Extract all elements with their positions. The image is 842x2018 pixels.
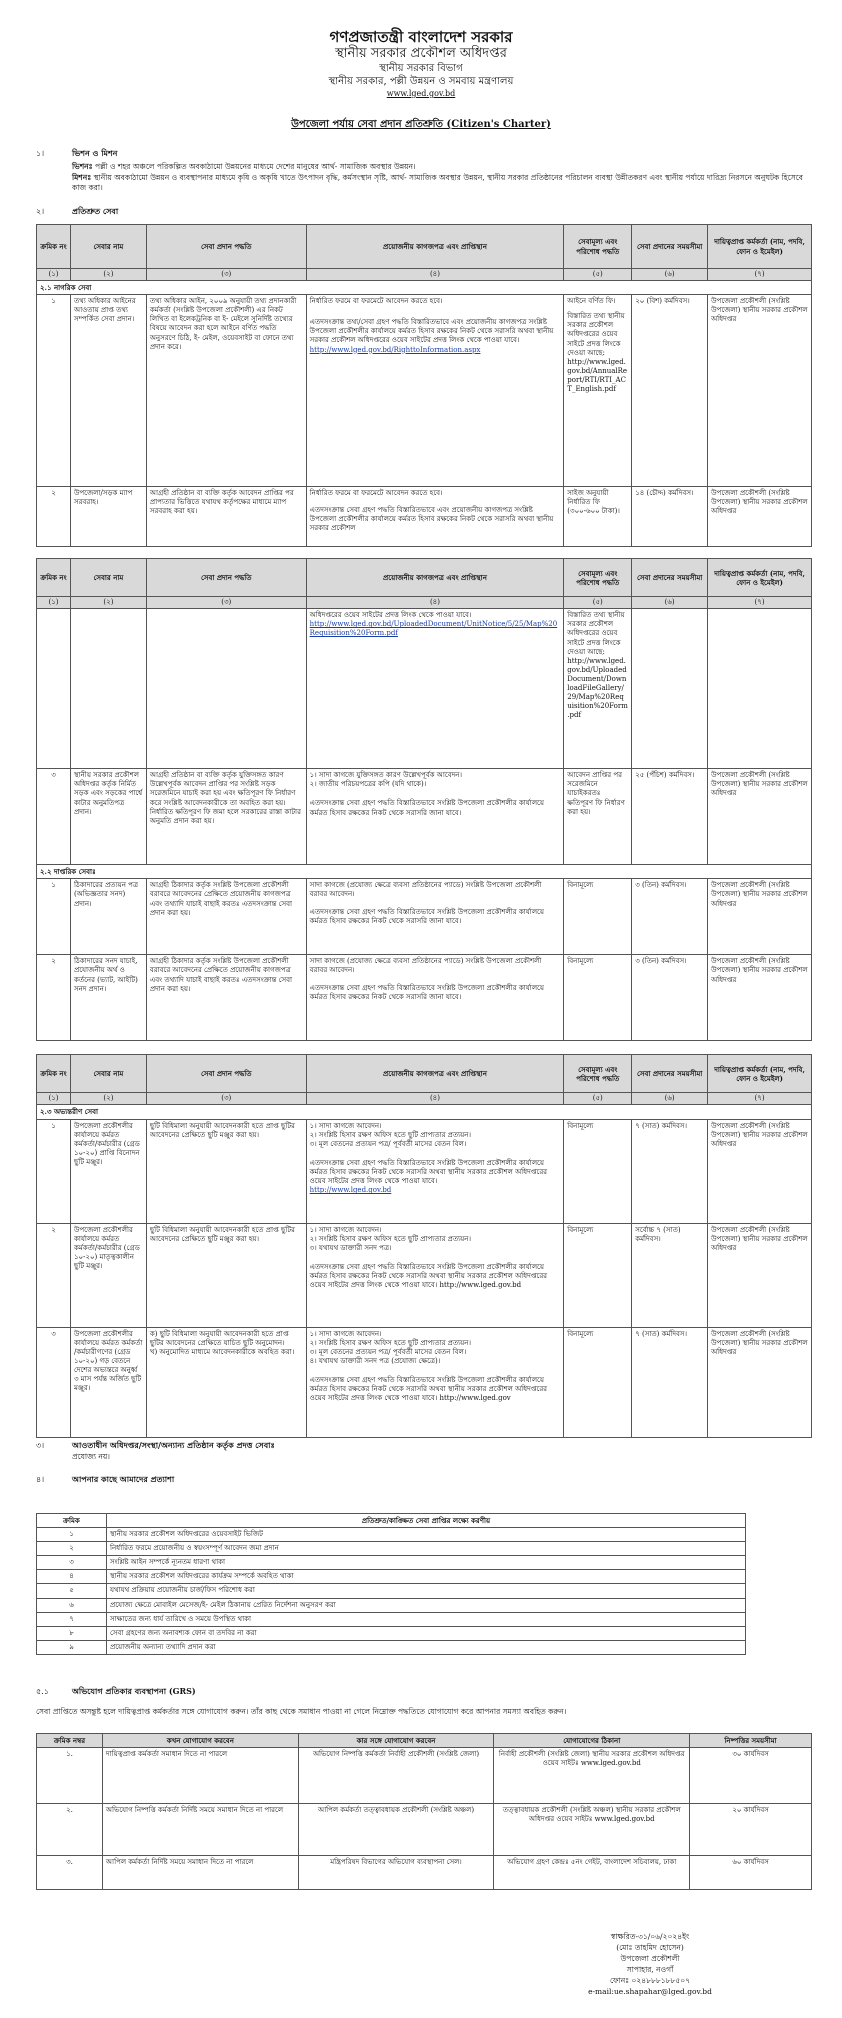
row-doc-line: এতদসংক্রান্ত সেবা গ্রহণ পদ্ধতি বিস্তারিতভাবে সংশ্লিষ্ট উপজেলা প্রকৌশলীর কার্যালয়ে কর্মরত হিসাব রক্ষকের নিকট থেকে সরাসরি অথবা স্থানীয় সরকার প্রকৌশল অধিদপ্তরের ওয়েব সাইটের প্রদত্ত লিংক থেকে পাওয়া যাবে। http://www.lged.gov.bd — [309, 1262, 548, 1290]
row-service-name: উপজেলা প্রকৌশলীর কার্যালয়ে কর্মরত কর্মকর্তা /কর্মচারীগণের (গ্রেড ১০-২০) গড় বেতনে দেশের অভ্যন্তরে অনুর্ধ্ব ৩ মাস পর্যন্ত অর্জিত ছুটি মঞ্জুর। — [70, 1327, 146, 1437]
column-number: (৬) — [632, 1093, 708, 1105]
table-row — [37, 1804, 812, 1856]
vision-block — [72, 162, 812, 172]
row-doc-line: ১। সাদা কাগজে যুক্তিসঙ্গত কারণ উল্লেখপূর্বক আবেদন। — [309, 771, 462, 780]
row-method: আগ্রহী প্রতিষ্ঠান বা ব্যক্তি কর্তৃক যুক্তিসঙ্গত কারণ উল্লেখপূর্বক আবেদন প্রাপ্তির পর সংশ্লিষ্ট সড়ক সরেজমিনে যাচাই করা হয় এবং ক্ষতিপূরণ ফি নির্ধারণ করে সংশ্লিষ্ট আবেদনকারীকে তা অবহিত করা হয়। নির্ধারিত ক্ষতিপূরণ ফি জমা হলে সরকারের রাস্তা কাটার অনুমতি প্রদান করা হয়। — [146, 769, 306, 865]
row-doc-line: এতদসংক্রান্ত সেবা গ্রহণ পদ্ধতি বিস্তারিতভাবে সংশ্লিষ্ট উপজেলা প্রকৌশলীর কার্যালয়ে কর্মরত হিসাব রক্ষকের নিকট থেকে সরাসরি জানা যাবে। — [309, 983, 544, 1001]
col-time-header: নিষ্পত্তির সময়সীমা — [690, 1734, 812, 1748]
row-serial: ২ — [37, 1223, 71, 1327]
section3-number: ৩। — [36, 1441, 45, 1450]
section3-heading — [36, 1440, 275, 1451]
section4-title: আপনার কাছে আমাদের প্রত্যাশা — [72, 1474, 175, 1484]
item-serial: ৬ — [37, 1598, 107, 1612]
col-serial-header: ক্রমিক — [37, 1514, 107, 1528]
item-serial: ৯ — [37, 1640, 107, 1654]
col-time-header: সেবা প্রদানের সময়সীমা — [632, 1055, 708, 1093]
col-documents-header: প্রয়োজনীয় কাগজপত্র এবং প্রাপ্তিস্থান — [306, 559, 564, 597]
column-number: (১) — [37, 269, 71, 281]
row-service-name: ঠিকাদারের প্রত্যয়ন পত্র (অভিজ্ঞতার সনদ) প্রদান। — [70, 879, 146, 955]
item-serial: ৩ — [37, 1556, 107, 1570]
row-doc-line: অধিদপ্তরের ওয়েব সাইটের প্রদত্ত লিংক থেকে পাওয়া যাবে। — [309, 611, 472, 620]
row-fee: বিস্তারিত তথ্য স্থানীয় সরকার প্রকৌশল অধিদপ্তরের ওয়েব সাইটে প্রদত্ত লিংকে দেওয়া আছে: http://www.lged.gov.bd/UploadedDocument/DownloadFileGallery/29/Map%20Requisition%20Form.pdf — [564, 609, 632, 769]
vision-text: পল্লী ও শহর অঞ্চলে পরিকল্পিত অবকাঠামো উন্নয়নের মাধ্যমে দেশের মানুষের আর্থ- সামাজিক অবস্থার উন্নয়ন। — [95, 162, 416, 171]
row-fee: বিনামূল্যে — [564, 879, 632, 955]
col-officer-header: দায়িত্বপ্রাপ্ত কর্মকর্তা (নাম, পদবি, ফোন ও ইমেইল) — [708, 225, 812, 269]
row-when: অভিযোগ নিষ্পত্তি কর্মকর্তা নির্দিষ্ট সময়ে সমাধান দিতে না পারলে — [102, 1804, 298, 1856]
section5-heading — [36, 1686, 196, 1697]
list-item — [37, 1556, 746, 1570]
table-header-row — [37, 559, 812, 597]
col-time-header: সেবা প্রদানের সময়সীমা — [632, 225, 708, 269]
row-service-name: উপজেলা প্রকৌশলীর কার্যালয়ে কর্মরত কর্মকর্তা/কর্মচারীর (গ্রেড ১০-২০) প্রাপ্তি বিনোদন ছুটি মঞ্জুর। — [70, 1119, 146, 1223]
row-time: ৩ (তিন) কর্মদিবস। — [632, 879, 708, 955]
table-row — [37, 1748, 812, 1804]
row-time: সর্বোচ্চ ৭ (সাত) কর্মদিবস। — [632, 1223, 708, 1327]
table-row — [37, 1223, 812, 1327]
table-row — [37, 879, 812, 955]
section5-number: ৫.১ — [36, 1687, 49, 1696]
list-item — [37, 1542, 746, 1556]
letterhead — [0, 28, 842, 99]
list-item — [37, 1612, 746, 1626]
row-method: আগ্রহী ঠিকাদার কর্তৃক সংশ্লিষ্ট উপজেলা প্রকৌশলী বরাবরে আবেদনের প্রেক্ষিতে প্রয়োজনীয় কাগজপত্র এবং তথ্যাদি যাচাই বাছাই করতঃ এতদসংক্রান্ত সেবা প্রদান করা হয়। — [146, 879, 306, 955]
row-doc-line: এতদসংক্রান্ত সেবা গ্রহণ পদ্ধতি বিস্তারিতভাবে সংশ্লিষ্ট উপজেলা প্রকৌশলীর কার্যালয়ে কর্মরত হিসাব রক্ষকের নিকট থেকে সরাসরি অথবা স্থানীয় সরকার প্রকৌশল অধিদপ্তরের ওয়েব সাইটের প্রদত্ত লিংক থেকে পাওয়া যাবে। — [309, 1158, 548, 1186]
signatory-phone: ফোনঃ ০২৪৮৮৮১৮৮৫০৭ — [610, 1976, 690, 1985]
row-service-name: উপজেলা/সড়ক ম্যাপ সরবরাহ। — [70, 487, 146, 547]
row-when: আপিল কর্মকর্তা নির্দিষ্ট সময়ে সমাধান দিতে না পারলে — [102, 1856, 298, 1890]
charter-title: উপজেলা পর্যায় সেবা প্রদান প্রতিশ্রুতি (Citizen's Charter) — [291, 119, 551, 130]
row-serial: ১ — [37, 879, 71, 955]
row-doc-line: ৪। যথাযথ ডাক্তারী সনদ পত্র (প্রযোজ্য ক্ষেত্রে)। — [309, 1356, 441, 1365]
row-officer: উপজেলা প্রকৌশলী (সংশ্লিষ্ট উপজেলা) স্থানীয় সরকার প্রকৌশল অধিদপ্তর — [708, 1119, 812, 1223]
col-service-name-header: সেবার নাম — [70, 225, 146, 269]
col-documents-header: প্রয়োজনীয় কাগজপত্র এবং প্রাপ্তিস্থান — [306, 1055, 564, 1093]
row-who: মন্ত্রিপরিষদ বিভাগের অভিযোগ ব্যবস্থাপনা সেল। — [298, 1856, 494, 1890]
row-method: তথ্য অধিকার আইন, ২০০৯ অনুযায়ী তথ্য প্রদানকারী কর্মকর্তা (সংশ্লিষ্ট উপজেলা প্রকৌশলী) এর নিকট লিখিত বা ইলেকট্রনিক বা ই- মেইলে সুনির্দিষ্ট তথ্যের বিষয়ে আবেদন করা হলে আইনে বর্ণিত পদ্ধতি অনুসরণে চিঠি, ই- মেইল, ওয়েবসাইট বা ফোনে তথ্য প্রদান করে। — [146, 295, 306, 487]
section3-body: প্রযোজ্য নয়। — [72, 1452, 110, 1461]
table-gap — [37, 547, 812, 559]
row-serial — [37, 609, 71, 769]
row-who: আপিল কর্মকর্তা তত্ত্বাবধায়ক প্রকৌশলী (সংশ্লিষ্ট অঞ্চল) — [298, 1804, 494, 1856]
row-doc-line: ৩। মূল বেতনের প্রত্যয়ন পত্র/ পূর্ববর্তী মাসের বেতন বিল। — [309, 1139, 467, 1148]
item-serial: ৭ — [37, 1612, 107, 1626]
row-serial: ৩. — [37, 1856, 103, 1890]
row-doc-line: সাদা কাগজে (প্রযোজ্য ক্ষেত্রে ব্যবসা প্রতিষ্ঠানের প্যাডে) সংশ্লিষ্ট উপজেলা প্রকৌশলী বরাবর আবেদন। — [309, 957, 542, 975]
col-who-header: কার সঙ্গে যোগাযোগ করবেন — [298, 1734, 494, 1748]
row-time: ৩ (তিন) কর্মদিবস। — [632, 955, 708, 1041]
subsection-row — [37, 281, 812, 295]
list-item — [37, 1528, 746, 1542]
expectations-table — [36, 1513, 746, 1655]
column-number: (২) — [70, 269, 146, 281]
col-fee-header: সেবামূল্য এবং পরিশোধ পদ্ধতি — [564, 559, 632, 597]
table-row — [37, 1327, 812, 1437]
mission-block — [72, 173, 812, 193]
row-doc-line: ১। সাদা কাগজে আবেদন। — [309, 1225, 382, 1234]
col-address-header: যোগাযোগের ঠিকানা — [494, 1734, 690, 1748]
row-fee: বিনামূল্যে — [564, 955, 632, 1041]
row-method — [146, 1327, 306, 1437]
table-row — [37, 769, 812, 865]
row-doc-line: এতদসংক্রান্ত সেবা গ্রহণ পদ্ধতি বিস্তারিতভাবে সংশ্লিষ্ট উপজেলা প্রকৌশলীর কার্যালয়ে কর্মরত হিসাব রক্ষকের নিকট থেকে সরাসরি অথবা স্থানীয় সরকার প্রকৌশল অধিদপ্তরের ওয়েব সাইটের প্রদত্ত লিংক থেকে পাওয়া যাবে। http://www.lged.gov — [309, 1375, 548, 1403]
row-time: ১৪ (চৌদ্দ) কর্মদিবস। — [632, 487, 708, 547]
col-fee-header: সেবামূল্য এবং পরিশোধ পদ্ধতি — [564, 225, 632, 269]
item-text: সেবা গ্রহণের জন্য অনাবশ্যক ফোন বা তদবির না করা — [107, 1626, 746, 1640]
list-item — [37, 1640, 746, 1654]
row-documents — [306, 295, 564, 487]
row-method — [146, 609, 306, 769]
table-row — [37, 487, 812, 547]
list-item — [37, 1570, 746, 1584]
row-doc-line: এতদসংক্রান্ত সেবা গ্রহণ পদ্ধতি বিস্তারিতভাবে এবং প্রয়োজনীয় কাগজপত্র সংশ্লিষ্ট উপজেলা প্রকৌশলীর কার্যালয়ে কর্মরত হিসাব রক্ষকের নিকট থেকে সরাসরি অথবা স্থানীয় সরকার প্রকৌশল — [309, 506, 554, 533]
row-time — [632, 609, 708, 769]
row-serial: ৩ — [37, 769, 71, 865]
website-link[interactable]: www.lged.gov.bd — [386, 89, 456, 98]
row-address: অভিযোগ গ্রহণ কেন্দ্রঃ ৫নং গেইট, বাংলাদেশ সচিবালয়, ঢাকা — [494, 1856, 690, 1890]
row-serial: ১. — [37, 1748, 103, 1804]
item-serial: ২ — [37, 1542, 107, 1556]
col-serial-header: ক্রমিক নং — [37, 1055, 71, 1093]
row-doc-line: নির্ধারিত ফরমে বা ফরমেটে আবেদন করতে হবে। — [309, 489, 443, 498]
row-fee: বিনামূল্যে — [564, 1327, 632, 1437]
row-documents — [306, 1327, 564, 1437]
row-fee: বিনামূল্যে — [564, 1223, 632, 1327]
col-service-name-header: সেবার নাম — [70, 559, 146, 597]
signatory-designation: উপজেলা প্রকৌশলী — [620, 1954, 680, 1963]
row-time: ৬০ কার্যদিবস — [690, 1856, 812, 1890]
mission-text: স্থানীয় অবকাঠামো উন্নয়ন ও ব্যবস্থাপনার মাধ্যমে কৃষি ও অকৃষি খাতে উৎপাদন বৃদ্ধি, কর্মসংস্থান সৃষ্টি, আর্থ- সামাজিক অবস্থার উন্নয়ন, স্থানীয় সরকার প্রতিষ্ঠানের পরিচালন ব্যবস্থা উন্নীতকরণ এবং স্থানীয় পর্যায়ে দারিদ্র্য নিরসনে অনুঘটক হিসেবে কাজ করা। — [72, 173, 803, 192]
subsection-internal-services: ২.৩ অভ্যন্তরীণ সেবা — [37, 1105, 812, 1119]
row-documents — [306, 487, 564, 547]
column-number: (৫) — [564, 597, 632, 609]
item-serial: ৪ — [37, 1570, 107, 1584]
section4-heading — [36, 1474, 174, 1485]
row-time: ৩০ কার্যদিবস — [690, 1748, 812, 1804]
item-text: প্রযোজ্য ক্ষেত্রে মোবাইল মেসেজ/ই- মেইল ঠিকানায় প্রেরিত নির্দেশনা অনুসরণ করা — [107, 1598, 746, 1612]
column-number: (৫) — [564, 269, 632, 281]
item-text: স্থানীয় সরকার প্রকৌশল অধিদপ্তরের ওয়েবসাইট ভিজিট — [107, 1528, 746, 1542]
item-text: সংশ্লিষ্ট আইন সম্পর্কে ন্যূনতম ধারণা থাকা — [107, 1556, 746, 1570]
mission-label: মিশনঃ — [72, 173, 92, 182]
row-doc-line: ২। জাতীয় পরিচয়পত্রের কপি (যদি থাকে)। — [309, 780, 427, 789]
expectations-table-wrapper — [36, 1513, 746, 1655]
table-gap — [37, 1041, 812, 1055]
row-who: অভিযোগ নিষ্পত্তি কর্মকর্তা নির্বাহী প্রকৌশলী (সংশ্লিষ্ট জেলা) — [298, 1748, 494, 1804]
col-fee-header: সেবামূল্য এবং পরিশোধ পদ্ধতি — [564, 1055, 632, 1093]
row-service-name: ঠিকাদারের সনদ যাচাই, প্রযোজনীয় অর্থ ও কর্তনের (ভ্যাট, আইটি) সনদ প্রদান। — [70, 955, 146, 1041]
row-documents — [306, 955, 564, 1041]
subsection-citizen-services: ২.১ নাগরিক সেবা — [37, 281, 812, 295]
column-number: (৭) — [708, 1093, 812, 1105]
table-row — [37, 955, 812, 1041]
row-fee-line: আইনে বর্ণিত ফি। — [567, 297, 616, 306]
column-number: (৪) — [306, 1093, 564, 1105]
col-documents-header: প্রয়োজনীয় কাগজপত্র এবং প্রাপ্তিস্থান — [306, 225, 564, 269]
table-header-row — [37, 225, 812, 269]
row-service-name: উপজেলা প্রকৌশলীর কার্যালয়ে কর্মরত কর্মকর্তা/কর্মচারীর (গ্রেড ১০-২০) মাতৃত্বকালীন ছুটি মঞ্জুর। — [70, 1223, 146, 1327]
signature-date: স্বাক্ষরিত-৩১/০৬/২০২৪ইং — [610, 1932, 690, 1941]
list-item — [37, 1626, 746, 1640]
row-doc-line: ২। সংশ্লিষ্ট হিসাব রক্ষণ অফিস হতে ছুটি প্রাপ্যতার প্রত্যয়ন। — [309, 1338, 471, 1347]
row-officer: উপজেলা প্রকৌশলী (সংশ্লিষ্ট উপজেলা) স্থানীয় সরকার প্রকৌশল অধিদপ্তর — [708, 487, 812, 547]
row-doc-line: ১। সাদা কাগজে আবেদন। — [309, 1329, 382, 1338]
column-number-row — [37, 269, 812, 281]
row-officer: উপজেলা প্রকৌশলী (সংশ্লিষ্ট উপজেলা) স্থানীয় সরকার প্রকৌশল অধিদপ্তর — [708, 879, 812, 955]
grs-table-wrapper — [36, 1733, 812, 1890]
row-time: ২০ কার্যদিবস — [690, 1804, 812, 1856]
govt-title: গণপ্রজাতন্ত্রী বাংলাদেশ সরকার — [329, 28, 513, 46]
col-method-header: সেবা প্রদান পদ্ধতি — [146, 225, 306, 269]
col-when-header: কখন যোগাযোগ করবেন — [102, 1734, 298, 1748]
division-title: স্থানীয় সরকার বিভাগ — [379, 63, 463, 74]
section5-title: অভিযোগ প্রতিকার ব্যবস্থাপনা (GRS) — [72, 1686, 196, 1696]
item-text: নির্ধারিত ফরমে প্রয়োজনীয় ও স্বয়ংসম্পূর্ণ আবেদন জমা প্রদান — [107, 1542, 746, 1556]
row-serial: ৩ — [37, 1327, 71, 1437]
row-method: আগ্রহী ঠিকাদার কর্তৃক সংশ্লিষ্ট উপজেলা প্রকৌশলী বরাবরে আবেদনের প্রেক্ষিতে প্রয়োজনীয় কাগজপত্র এবং তথ্যাদি যাচাই বাছাই করতঃ এতদসংক্রান্ত সেবা প্রদান করা হয়। — [146, 955, 306, 1041]
column-number-row — [37, 1093, 812, 1105]
service-table — [36, 224, 812, 1438]
signature-block — [560, 1931, 740, 1997]
table-header-row — [37, 1734, 812, 1748]
row-documents — [306, 1119, 564, 1223]
signatory-email[interactable]: e-mail:ue.shapahar@lged.gov.bd — [588, 1987, 712, 1996]
row-doc-line: ২। সংশ্লিষ্ট হিসাব রক্ষণ অফিস হতে ছুটি প্রাপ্যতার প্রত্যয়ন। — [309, 1234, 471, 1243]
row-fee: বিনামূল্যে — [564, 1119, 632, 1223]
row-serial: ১ — [37, 295, 71, 487]
row-officer — [708, 609, 812, 769]
map-form-link[interactable]: http://www.lged.gov.bd/UploadedDocument/UnitNotice/5/25/Map%20Requisition%20Form.pdf — [309, 620, 558, 638]
item-serial: ৮ — [37, 1626, 107, 1640]
table-row — [37, 1856, 812, 1890]
row-serial: ২ — [37, 955, 71, 1041]
row-time: ২৫ (পঁচিশ) কর্মদিবস। — [632, 769, 708, 865]
section1-title: ভিশন ও মিশন — [72, 148, 118, 158]
row-doc-line: এতদসংক্রান্ত সেবা গ্রহণ পদ্ধতি বিস্তারিতভাবে সংশ্লিষ্ট উপজেলা প্রকৌশলীর কার্যালয়ে কর্মরত হিসাব রক্ষকের নিকট থেকে সরাসরি জানা যাবে। — [309, 799, 544, 817]
column-number: (৪) — [306, 597, 564, 609]
row-doc-line: ১। সাদা কাগজে আবেদন। — [309, 1121, 382, 1130]
row-fee — [564, 295, 632, 487]
table-row-continuation — [37, 609, 812, 769]
row-serial: ১ — [37, 1119, 71, 1223]
row-doc-line: নির্ধারিত ফরমে বা ফরমেটে আবেদন করতে হবে। — [309, 297, 443, 306]
row-officer: উপজেলা প্রকৌশলী (সংশ্লিষ্ট উপজেলা) স্থানীয় সরকার প্রকৌশল অধিদপ্তর — [708, 955, 812, 1041]
row-method: ছুটি বিধিমালা অনুযায়ী আবেদনকারী হতে প্রাপ্ত ছুটির আবেদনের প্রেক্ষিতে ছুটি মঞ্জুর করা হয়। — [146, 1223, 306, 1327]
row-fee-detail: বিস্তারিত তথ্য স্থানীয় সরকার প্রকৌশল অধিদপ্তরের ওয়েব সাইটে প্রদত্ত লিংকে দেওয়া আছে: http://www.lged.gov.bd/AnnualReport/RTI/RTI_ACT_English.pdf — [567, 312, 628, 394]
column-number: (৩) — [146, 269, 306, 281]
row-officer: উপজেলা প্রকৌশলী (সংশ্লিষ্ট উপজেলা) স্থানীয় সরকার প্রকৌশল অধিদপ্তর — [708, 295, 812, 487]
row-doc-line: এতদসংক্রান্ত তথ্য/সেবা গ্রহণ পদ্ধতি বিস্তারিতভাবে এবং প্রয়োজনীয় কাগজপত্র সংশ্লিষ্ট উপজেলা প্রকৌশলীর কার্যালয়ে কর্মরত হিসাব রক্ষকের নিকট থেকে সরাসরি অথবা স্থানীয় সরকার প্রকৌশল অধিদপ্তরের ওয়েব সাইটের প্রদত্ত লিংক থেকে পাওয়া যাবে। — [309, 318, 554, 345]
section1-heading — [36, 148, 117, 159]
row-time: ৭ (সাত) কর্মদিবস। — [632, 1327, 708, 1437]
col-action-header: প্রতিশ্রুত/কাঙ্ক্ষিত সেবা প্রাপ্তির লক্ষ্যে করণীয় — [107, 1514, 746, 1528]
ministry-title: স্থানীয় সরকার, পল্লী উন্নয়ন ও সমবায় মন্ত্রণালয় — [328, 76, 514, 87]
item-text: স্থানীয় সরকার প্রকৌশল অধিদপ্তরের কার্যক্রম সম্পর্কে অবহিত থাকা — [107, 1570, 746, 1584]
row-doc-line: ৩। যথাযথ ডাক্তারী সনদ পত্র। — [309, 1243, 392, 1252]
row-address: নির্বাহী প্রকৌশলী (সংশ্লিষ্ট জেলা) স্থানীয় সরকার প্রকৌশল অধিদপ্তর ওয়েব সাইটঃ www.lged.gov.bd — [494, 1748, 690, 1804]
column-number: (২) — [70, 597, 146, 609]
row-method-line: ক) ছুটি বিধিমালা অনুযায়ী আবেদনকারী হতে প্রাপ্ত ছুটির আবেদনের প্রেক্ষিতে যাচিত ছুটি অনুমোদন। — [149, 1329, 289, 1347]
column-number: (২) — [70, 1093, 146, 1105]
row-doc-line: ২। সংশ্লিষ্ট হিসাব রক্ষণ অফিস হতে ছুটি প্রাপ্যতার প্রত্যয়ন। — [309, 1130, 471, 1139]
vision-label: ভিশনঃ — [72, 162, 93, 171]
col-serial-header: ক্রমিক নং — [37, 559, 71, 597]
column-number: (৭) — [708, 269, 812, 281]
grs-intro: সেবা প্রাপ্তিতে অসন্তুষ্ট হলে দায়িত্বপ্রাপ্ত কর্মকর্তার সঙ্গে যোগাযোগ করুন। তাঁর কাছ থেকে সমাধান পাওয়া না গেলে নিম্নোক্ত পদ্ধতিতে যোগাযোগ করে আপনার সমস্যা অবহিত করুন। — [36, 1707, 567, 1716]
item-serial: ১ — [37, 1528, 107, 1542]
row-time: ৭ (সাত) কর্মদিবস। — [632, 1119, 708, 1223]
item-text: যথাযথ প্রক্রিয়ায় প্রয়োজনীয় চার্জ/ফিস পরিশোধ করা — [107, 1584, 746, 1598]
col-serial-header: ক্রমিক নম্বর — [37, 1734, 103, 1748]
list-item — [37, 1598, 746, 1612]
column-number: (৭) — [708, 597, 812, 609]
section1-number: ১। — [36, 149, 45, 158]
row-documents — [306, 769, 564, 865]
grs-table — [36, 1733, 812, 1890]
column-number: (১) — [37, 1093, 71, 1105]
table-row — [37, 295, 812, 487]
row-documents — [306, 879, 564, 955]
department-title: স্থানীয় সরকার প্রকৌশল অধিদপ্তর — [335, 46, 507, 61]
item-text: সাক্ষাতের জন্য ধার্য তারিখে ও সময়ে উপস্থিত থাকা — [107, 1612, 746, 1626]
row-address: তত্ত্বাবধায়ক প্রকৌশলী (সংশ্লিষ্ট অঞ্চল) স্থানীয় সরকার প্রকৌশল অধিদপ্তর ওয়েব সাইটঃ www.lged.gov.bd — [494, 1804, 690, 1856]
row-serial: ২ — [37, 487, 71, 547]
row-service-name — [70, 609, 146, 769]
col-officer-header: দায়িত্বপ্রাপ্ত কর্মকর্তা (নাম, পদবি, ফোন ও ইমেইল) — [708, 559, 812, 597]
section4-number: ৪। — [36, 1475, 45, 1484]
column-number: (৬) — [632, 597, 708, 609]
col-serial-header: ক্রমিক নং — [37, 225, 71, 269]
column-number: (৩) — [146, 597, 306, 609]
section3-title: আওতাধীন অধিদপ্তর/সংস্থা/অন্যান্য প্রতিষ্ঠান কর্তৃক প্রদত্ত সেবাঃ — [72, 1440, 275, 1450]
row-service-name: স্থানীয় সরকার প্রকৌশল অধিদপ্তর কর্তৃক নির্মিত সড়ক এবং সড়কের পার্শ্বে কাটার অনুমতিপত্র প্রদান। — [70, 769, 146, 865]
subsection-row — [37, 865, 812, 879]
col-time-header: সেবা প্রদানের সময়সীমা — [632, 559, 708, 597]
row-method-line: খ) অনুমোদিত মাধ্যমে আবেদনকারীকে অবহিত করা। — [149, 1347, 295, 1356]
item-text: প্রয়োজনীয় অন্যান্য তথ্যাদি প্রদান করা — [107, 1640, 746, 1654]
table-header-row — [37, 1055, 812, 1093]
table-row — [37, 1119, 812, 1223]
row-officer: উপজেলা প্রকৌশলী (সংশ্লিষ্ট উপজেলা) স্থানীয় সরকার প্রকৌশল অধিদপ্তর — [708, 769, 812, 865]
row-doc-line: এতদসংক্রান্ত সেবা গ্রহণ পদ্ধতি বিস্তারিতভাবে সংশ্লিষ্ট উপজেলা প্রকৌশলীর কার্যালয়ে কর্মরত হিসাব রক্ষকের নিকট থেকে সরাসরি জানা যাবে। — [309, 907, 544, 925]
column-number: (৫) — [564, 1093, 632, 1105]
col-method-header: সেবা প্রদান পদ্ধতি — [146, 559, 306, 597]
column-number: (১) — [37, 597, 71, 609]
signatory-office: সাপাহার, নওগাঁ — [626, 1965, 674, 1974]
col-officer-header: দায়িত্বপ্রাপ্ত কর্মকর্তা (নাম, পদবি, ফোন ও ইমেইল) — [708, 1055, 812, 1093]
column-number: (৬) — [632, 269, 708, 281]
row-when: দায়িত্বপ্রাপ্ত কর্মকর্তা সমাধান দিতে না পারলে — [102, 1748, 298, 1804]
section2-number: ২। — [36, 207, 45, 216]
item-serial: ৫ — [37, 1584, 107, 1598]
section2-heading — [36, 206, 118, 217]
subsection-row — [37, 1105, 812, 1119]
column-number-row — [37, 597, 812, 609]
rti-link[interactable]: http://www.lged.gov.bd/RighttoInformation.aspx — [309, 345, 481, 354]
subsection-office-services: ২.২ দাপ্তরিক সেবাঃ — [37, 865, 812, 879]
row-method: আগ্রহী প্রতিষ্ঠান বা ব্যক্তি কর্তৃক আবেদন প্রাপ্তির পর প্রাপ্যতার ভিত্তিতে যথাযথ কর্তৃপক্ষের মাধ্যমে ম্যাপ সরবরাহ করা হয়। — [146, 487, 306, 547]
row-serial: ২. — [37, 1804, 103, 1856]
column-number: (৪) — [306, 269, 564, 281]
section2-title: প্রতিশ্রুত সেবা — [72, 206, 119, 216]
row-officer: উপজেলা প্রকৌশলী (সংশ্লিষ্ট উপজেলা) স্থানীয় সরকার প্রকৌশল অধিদপ্তর — [708, 1327, 812, 1437]
col-method-header: সেবা প্রদান পদ্ধতি — [146, 1055, 306, 1093]
lged-link[interactable]: http://www.lged.gov.bd — [309, 1186, 392, 1195]
signatory-name: (মোঃ তাহমিদ হোসেন) — [616, 1943, 684, 1952]
row-fee: সাইজ অনুযায়ী নির্ধারিত ফি (৩০০-৬০০ টাকা)। — [564, 487, 632, 547]
col-service-name-header: সেবার নাম — [70, 1055, 146, 1093]
list-item — [37, 1584, 746, 1598]
row-service-name: তথ্য অধিকার আইনের আওতায় প্রাপ্ত তথ্য সম্পর্কিত সেবা প্রদান। — [70, 295, 146, 487]
column-number: (৩) — [146, 1093, 306, 1105]
row-method: ছুটি বিধিমালা অনুযায়ী আবেদনকারী হতে প্রাপ্ত ছুটির আবেদনের প্রেক্ষিতে ছুটি মঞ্জুর করা হয়। — [146, 1119, 306, 1223]
row-doc-line: সাদা কাগজে (প্রযোজ্য ক্ষেত্রে ব্যবসা প্রতিষ্ঠানের প্যাডে) সংশ্লিষ্ট উপজেলা প্রকৌশলী বরাবর আবেদন। — [309, 881, 542, 899]
row-fee: আবেদন প্রাপ্তির পর সরেজমিনে যাচাইকরতঃ ক্ষতিপূরণ ফি নির্ধারণ করা হয়। — [564, 769, 632, 865]
row-documents — [306, 1223, 564, 1327]
row-documents — [306, 609, 564, 769]
row-doc-line: ৩। মূল বেতনের প্রত্যয়ন পত্র/ পূর্ববর্তী মাসের বেতন বিল। — [309, 1347, 467, 1356]
row-officer: উপজেলা প্রকৌশলী (সংশ্লিষ্ট উপজেলা) স্থানীয় সরকার প্রকৌশল অধিদপ্তর — [708, 1223, 812, 1327]
service-table-wrapper — [36, 224, 812, 1438]
table-header-row — [37, 1514, 746, 1528]
row-time: ২০ (বিশ) কর্মদিবস। — [632, 295, 708, 487]
